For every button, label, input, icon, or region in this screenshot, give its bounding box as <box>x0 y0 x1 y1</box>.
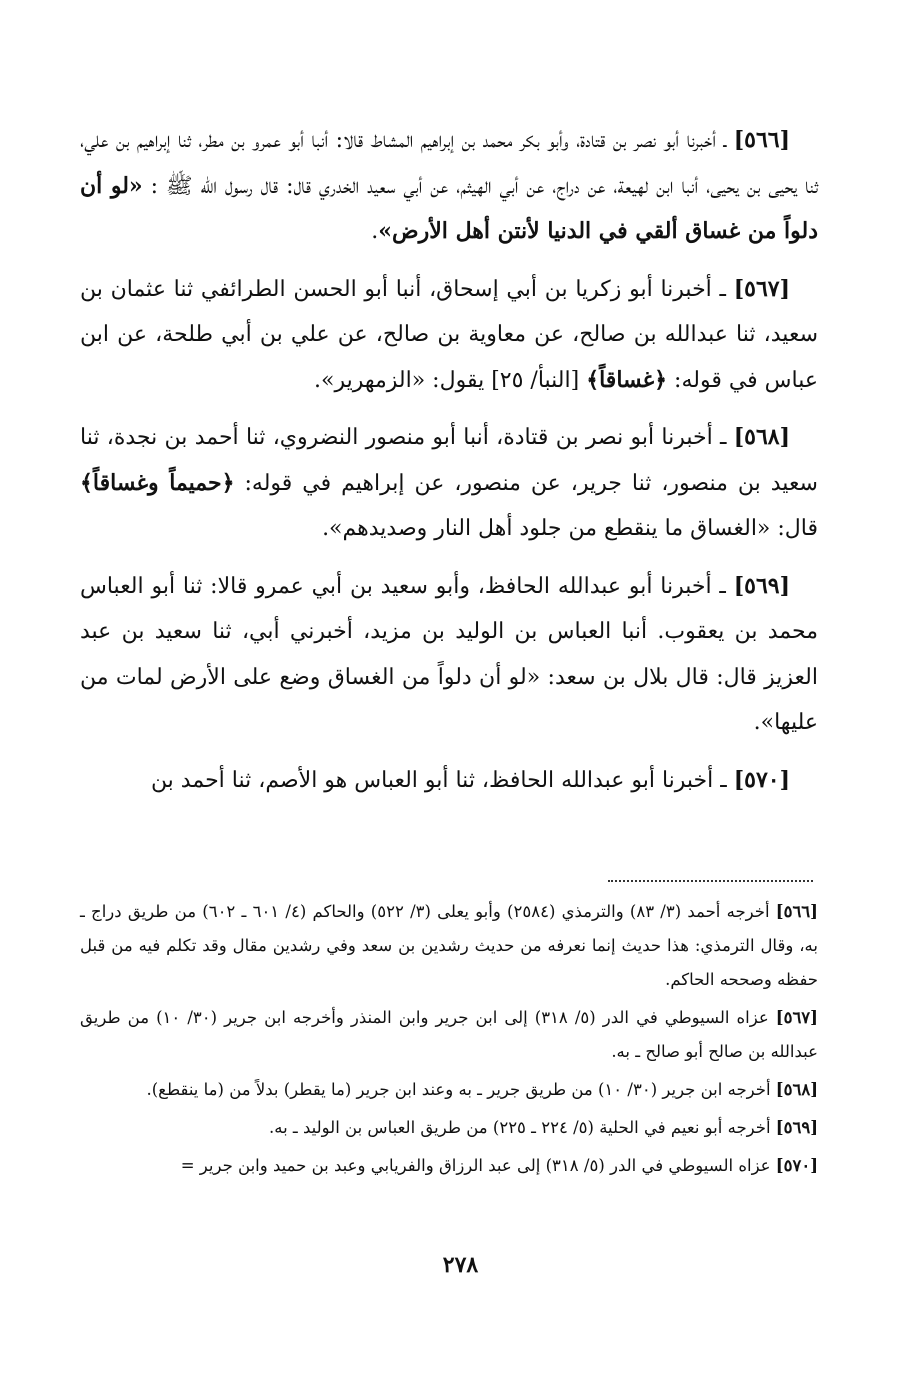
hadith-569 <box>80 564 818 746</box>
footnote-number: [٥٧٠] <box>775 1156 818 1175</box>
hadith-tail: . <box>371 219 379 244</box>
footnote-separator <box>608 880 813 882</box>
footnote-text: عزاه السيوطي في الدر (٥/ ٣١٨) إلى ابن جرير وابن المنذر وأخرجه ابن جرير (٣٠/ ١٠) من طريق عبدالله بن صالح أبو صالح ـ به. <box>80 1008 818 1061</box>
footnote-number: [٥٦٦] <box>775 902 818 921</box>
footnote-570 <box>80 1149 818 1183</box>
hadith-number: [٥٦٦] <box>733 127 790 153</box>
hadith-tail: [النبأ/ ٢٥] يقول: «الزمهرير». <box>314 367 587 393</box>
main-text <box>80 118 818 803</box>
hadith-566 <box>80 118 818 255</box>
hadith-number: [٥٦٧] <box>733 275 790 302</box>
hadith-number: [٥٦٩] <box>733 572 790 599</box>
footnote-number: [٥٦٩] <box>775 1118 818 1137</box>
hadith-568 <box>80 415 818 552</box>
footnote-text: أخرجه أحمد (٣/ ٨٣) والترمذي (٢٥٨٤) وأبو يعلى (٣/ ٥٢٢) والحاكم (٤/ ٦٠١ ـ ٦٠٢) من طريق دراج ـ به، وقال الترمذي: هذا حديث إنما نعرفه من حديث رشدين بن سعد وفي رشدين مقال وقد تكلم فيه من قبل حفظه وصححه الحاكم. <box>80 902 818 989</box>
hadith-number: [٥٦٨] <box>733 424 790 450</box>
hadith-number: [٥٧٠] <box>733 766 790 793</box>
footnotes <box>80 895 818 1187</box>
quran-quote: ﴿حميماً وغساقاً﴾ <box>80 469 235 496</box>
hadith-text: ـ أخبرنا أبو عبدالله الحافظ، وأبو سعيد بن أبي عمرو قالا: ثنا أبو العباس محمد بن يعقوب. أنبا العباس بن الوليد بن مزيد، أخبرني أبي، ثنا سعيد بن عبد العزيز قال: قال بلال بن سعد: «لو أن دلواً من الغساق وضع على الأرض لمات من عليها». <box>80 573 818 735</box>
hadith-tail: قال: «الغساق ما ينقطع من جلود أهل النار وصديدهم». <box>322 516 818 541</box>
page-number: ٢٧٨ <box>442 1252 479 1278</box>
footnote-number: [٥٦٧] <box>775 1008 818 1027</box>
footnote-text: عزاه السيوطي في الدر (٥/ ٣١٨) إلى عبد الرزاق والفريابي وعبد بن حميد وابن جرير = <box>180 1156 776 1175</box>
footnote-568 <box>80 1073 818 1107</box>
hadith-570 <box>80 758 818 804</box>
hadith-text: ـ أخبرنا أبو زكريا بن أبي إسحاق، أنبا أبو الحسن الطرائفي ثنا عثمان بن سعيد، ثنا عبدالله بن صالح، عن معاوية بن صالح، عن علي بن أبي طلحة، عن ابن عباس في قوله: <box>80 276 818 393</box>
hadith-text: ـ أخبرنا أبو نصر بن قتادة، أنبا أبو منصور النضروي، ثنا أحمد بن نجدة، ثنا سعيد بن منصور، ثنا جرير، عن منصور، عن إبراهيم في قوله: <box>80 425 818 496</box>
footnote-text: أخرجه ابن جرير (٣٠/ ١٠) من طريق جرير ـ به وعند ابن جرير (ما يقطر) بدلاً من (ما ينقطع). <box>146 1080 776 1099</box>
hadith-text: ـ أخبرنا أبو نصر بن قتادة، وأبو بكر محمد بن إبراهيم المشاط قالا: أنبا أبو عمرو بن مطر، ثنا إبراهيم بن علي، ثنا يحيى بن يحيى، أنبا ابن لهيعة، عن دراج، عن أبي الهيثم، عن أبي سعيد الخدري قال: قال رسول الله ﷺ : <box>80 128 818 199</box>
hadith-text: ـ أخبرنا أبو عبدالله الحافظ، ثنا أبو العباس هو الأصم، ثنا أحمد بن <box>150 767 734 793</box>
hadith-567 <box>80 267 818 404</box>
hadith-quote: «لو أن دلواً من غساق ألقي في الدنيا لأنتن أهل الأرض» <box>80 172 818 244</box>
footnote-text: أخرجه أبو نعيم في الحلية (٥/ ٢٢٤ ـ ٢٢٥) من طريق العباس بن الوليد ـ به. <box>268 1118 776 1137</box>
footnote-number: [٥٦٨] <box>775 1080 818 1099</box>
footnote-569 <box>80 1111 818 1145</box>
footnote-566 <box>80 895 818 997</box>
footnote-567 <box>80 1001 818 1069</box>
quran-quote: ﴿غساقاً﴾ <box>586 366 668 393</box>
